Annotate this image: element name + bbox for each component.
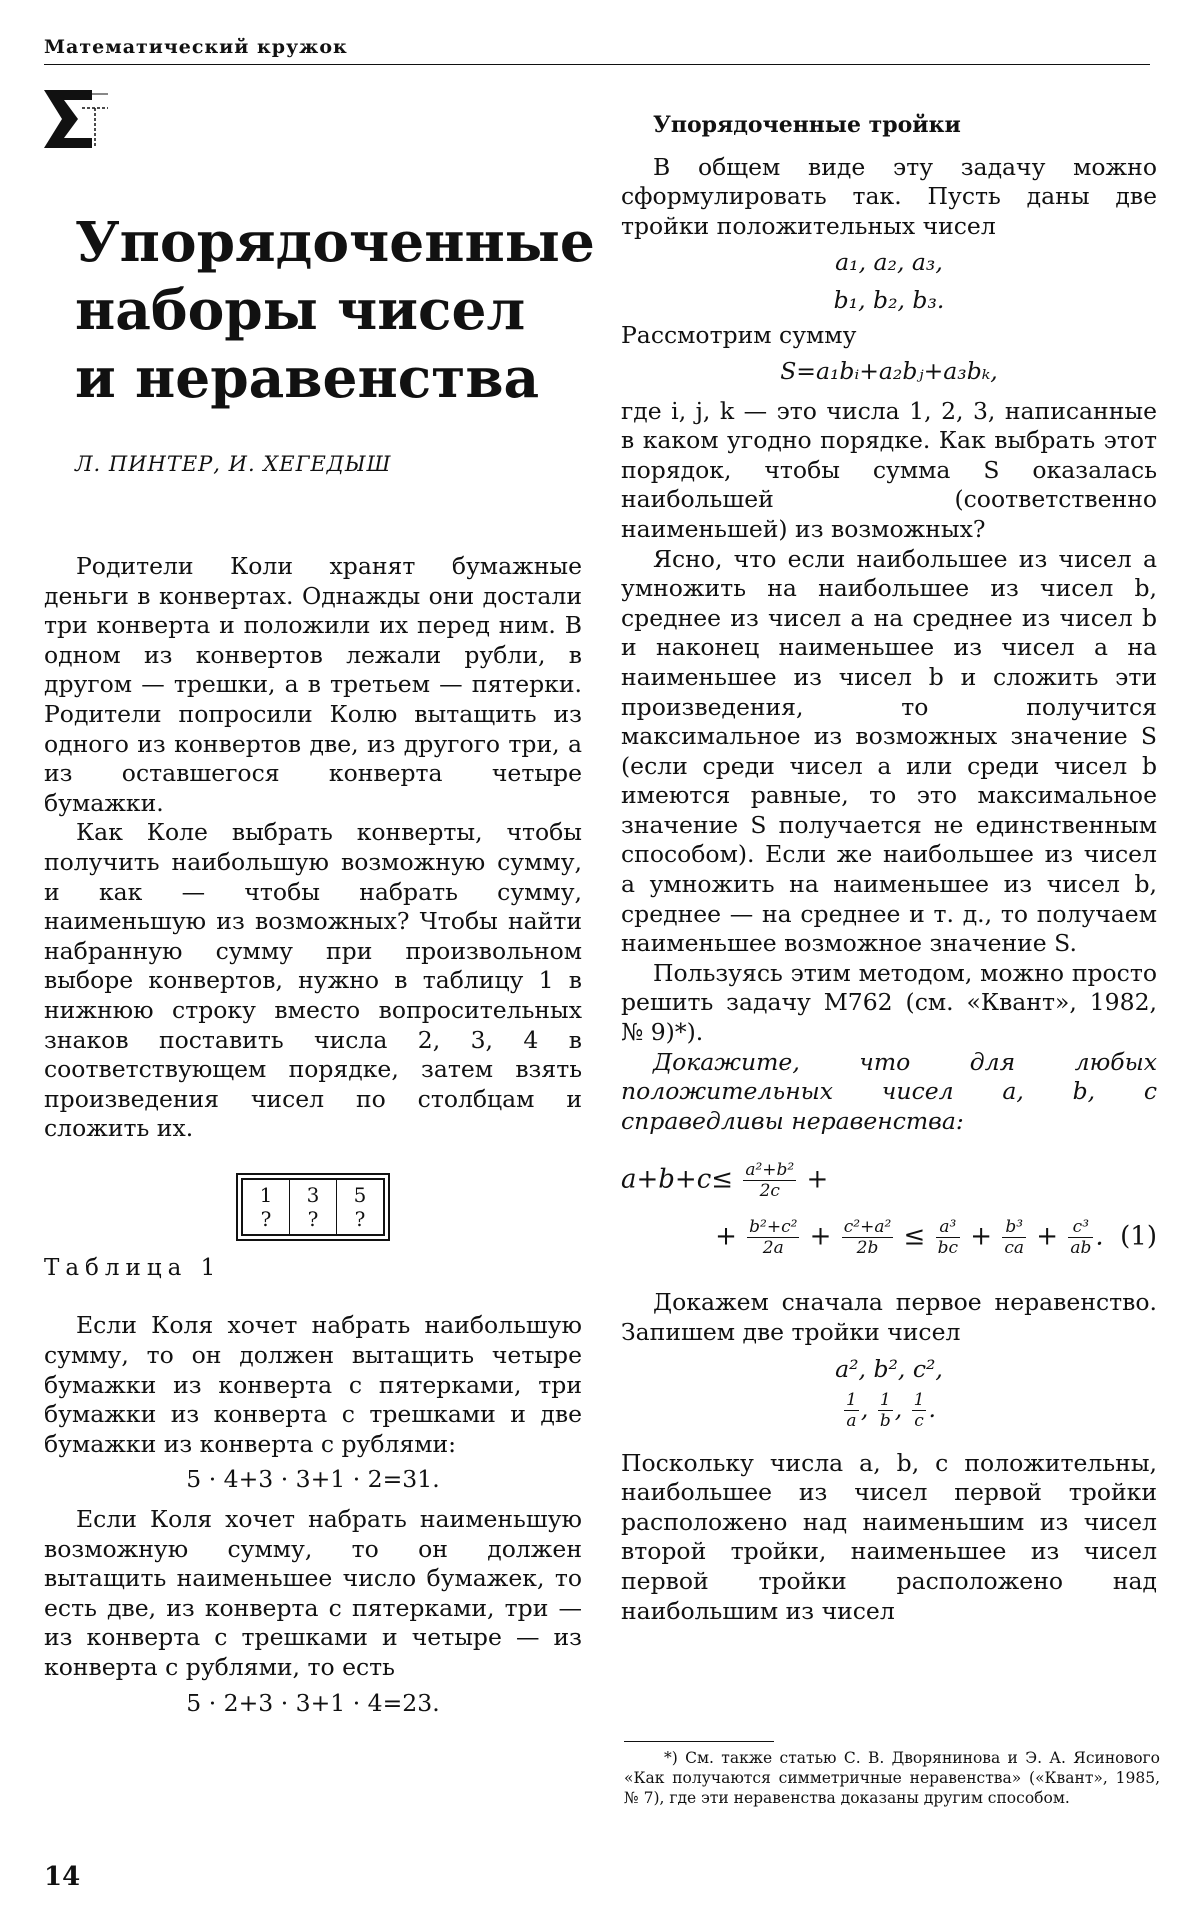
paragraph: Пользуясь этим методом, можно просто решить задачу М762 (см. «Квант», 1982, № 9)*). (621, 958, 1157, 1047)
left-column (44, 552, 582, 1728)
fraction: $\frac{\text{a²+b²}}{2c}$ (745, 1160, 795, 1202)
footnote-rule (624, 1741, 774, 1742)
table-cell: 5 ? (337, 1179, 385, 1235)
fraction: $\frac{1}{b}$ (879, 1389, 891, 1431)
section-heading: Упорядоченные тройки (653, 112, 961, 138)
paragraph: где i, j, k — это числа 1, 2, 3, написанные в каком угодно порядке. Как выбрать этот порядок, чтобы сумма S оказалась наибольшей (соответственно наименьшей) из возможных? (621, 396, 1157, 543)
fraction: $\frac{1}{c}$ (913, 1389, 925, 1431)
paragraph: Поскольку числа a, b, c положительны, наибольшее из чисел первой тройки расположено над наименьшим из чисел второй тройки, наименьшее из чисел первой тройки расположено над наибольшим из чисел (621, 1448, 1157, 1625)
paragraph: Рассмотрим сумму (621, 321, 857, 350)
table-caption: Таблица 1 (44, 1254, 222, 1281)
paragraph: Если Коля хочет набрать наибольшую сумму, то он должен вытащить четыре бумажки из конверта с пятерками, три бумажки из конверта с трешками и две бумажки из конверта с рублями: (44, 1311, 582, 1458)
running-header: Математический кружок (44, 36, 1150, 65)
table-cell: 1 ? (242, 1179, 290, 1235)
paragraph: Ясно, что если наибольшее из чисел a умножить на наибольшее из чисел b, среднее из чисел a на среднее из чисел b и наконец наименьшее из чисел a на наименьшее из чисел b и сложить эти произведения, то получится максимальное из возможных значение S (если среди чисел a или среди чисел b имеются равные, то это максимальное значение S получается не единственным способом). Если же наибольшее из чисел a умножить на наименьшее из чисел b, среднее — на среднее и т. д., то получаем наименьшее возможное значение S. (621, 544, 1157, 958)
article-authors: Л. ПИНТЕР, И. ХЕГЕДЫШ (75, 452, 392, 476)
right-column (621, 111, 1157, 1626)
problem-statement: Докажите, что для любых положительных чисел a, b, c справедливы неравенства: (621, 1047, 1157, 1135)
article-title (75, 208, 595, 412)
sigma-logo-icon (42, 88, 112, 150)
triple-b: b₁, b₂, b₃. (833, 286, 945, 315)
table-cell: 3 ? (290, 1179, 337, 1235)
fraction: $\frac{\text{b²+c²}}{2a}$ (749, 1217, 798, 1259)
inequality-lhs: a+b+c≤ (621, 1164, 734, 1195)
paragraph: Докажем сначала первое неравенство. Запишем две тройки чисел (621, 1288, 1157, 1346)
triple-a: a₁, a₂, a₃, (835, 248, 943, 277)
fraction: $\frac{\text{c³}}{ab}$ (1070, 1217, 1092, 1259)
fraction: $\frac{1}{a}$ (846, 1389, 857, 1431)
title-line: Упорядоченные (75, 209, 595, 274)
title-line: и неравенства (75, 345, 540, 410)
triple-squares: a², b², c², (835, 1354, 943, 1383)
paragraph: Как Коле выбрать конверты, чтобы получить наибольшую возможную сумму, и как — чтобы набрать сумму, наименьшую из возможных? Чтобы найти набранную сумму при произвольном выборе конвертов, нужно в таблицу 1 в нижнюю строку вместо вопросительных знаков поставить числа 2, 3, 4 в соответствующем порядке, затем взять произведения чисел по столбцам и сложить их. (44, 818, 582, 1143)
inequality-line-1: a+b+c≤ $\frac{\text{a²+b²}}{2c}$ + (621, 1160, 829, 1202)
title-line: наборы чисел (75, 277, 526, 342)
sum-formula: S=a₁bᵢ+a₂bⱼ+a₃bₖ, (780, 356, 998, 385)
equation-label: (1) (1120, 1221, 1157, 1252)
table-1-wrap (44, 1178, 582, 1236)
fraction: $\frac{\text{c²+a²}}{2b}$ (843, 1217, 892, 1259)
fraction: $\frac{\text{b³}}{ca}$ (1004, 1217, 1024, 1259)
formula-max-sum: 5 · 4+3 · 3+1 · 2=31. (186, 1465, 440, 1494)
fraction: $\frac{\text{a³}}{bc}$ (937, 1217, 959, 1259)
paragraph: Родители Коли хранят бумажные деньги в конвертах. Однажды они достали три конверта и положили их перед ним. В одном из конвертов лежали рубли, в другом — трешки, а в третьем — пятерки. Родители попросили Колю вытащить из одного из конвертов две, из другого три, а из оставшегося конверта четыре бумажки. (44, 552, 582, 817)
formula-min-sum: 5 · 2+3 · 3+1 · 4=23. (186, 1688, 440, 1717)
inequality-line-2: + $\frac{\text{b²+c²}}{2a}$ + $\frac{\text{c²+a²}}{2b}$ ≤ $\frac{\text{a³}}{bc}$ + $\frac{\text{b³}}{ca}$ + $\frac{\text{c³}}{ab}$ . (1) (715, 1217, 1157, 1259)
page-number: 14 (44, 1862, 81, 1892)
paragraph: Если Коля хочет набрать наименьшую возможную сумму, то он должен вытащить наименьшее число бумажек, то есть две, из конверта с пятерками, три — из конверта с трешками и четыре — из конверта с рублями, то есть (44, 1505, 582, 1681)
paragraph: В общем виде эту задачу можно сформулировать так. Пусть даны две тройки положительных чисел (621, 152, 1157, 240)
triple-reciprocals: $\frac{1}{a}$ , $\frac{1}{b}$ , $\frac{1}{c}$ . (846, 1389, 936, 1431)
table-1 (241, 1178, 385, 1236)
footnote: *) См. также статью С. В. Дворянинова и Э. А. Ясинового «Как получаются симметричные неравенства» («Квант», 1985, № 7), где эти неравенства доказаны другим способом. (624, 1749, 1160, 1807)
